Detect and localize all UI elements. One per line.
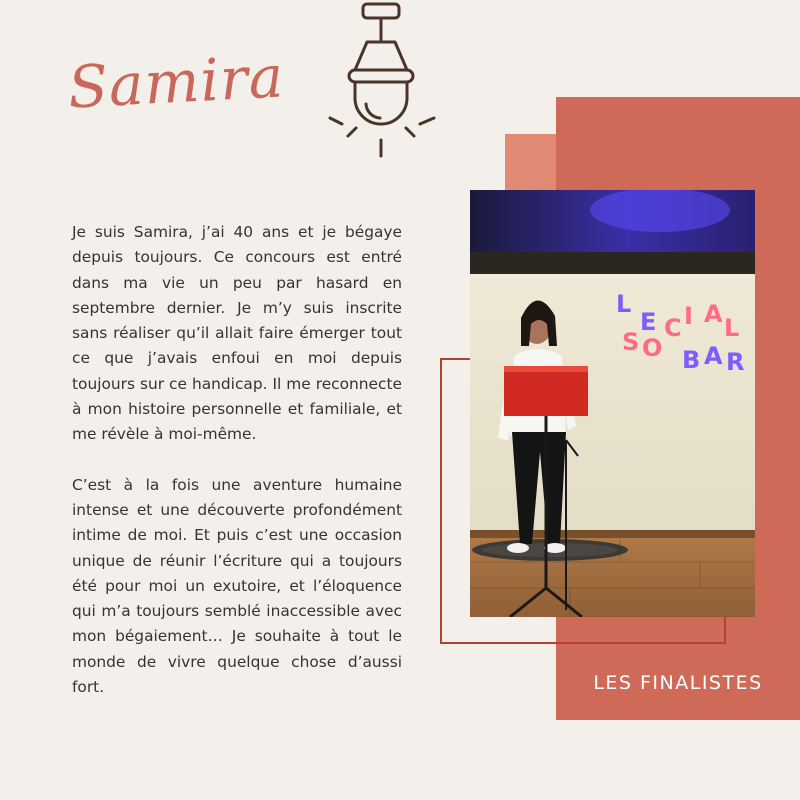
section-label: LES FINALISTES (593, 672, 763, 694)
ceiling-lamp-icon (322, 0, 442, 162)
bio-text (72, 220, 402, 725)
neon-letter: I (684, 302, 693, 330)
neon-letter: R (726, 348, 745, 376)
finalist-photo (470, 190, 755, 617)
decorative-block-small (505, 134, 557, 192)
neon-letter: L (724, 314, 740, 342)
neon-letter: O (642, 334, 663, 362)
finalist-name: Samira (66, 42, 286, 122)
neon-letter: B (682, 346, 701, 374)
neon-letter: A (704, 300, 723, 328)
bio-paragraph-1: Je suis Samira, j’ai 40 ans et je bégaye depuis toujours. Ce concours est entré dans ma vie un peu par hasard en septembre dernier. Je m’y suis inscrite sans réaliser qu’il allait faire émerger tout ce que j’avais enfoui en moi depuis toujours sur ce handicap. Il me reconnecte à mon histoire personnelle et familiale, et me révèle à moi-même. (72, 223, 402, 444)
bio-paragraph-2: C’est à la fois une aventure humaine intense et une découverte profondément intime de moi. Et puis c’est une occasion unique de réunir l’écriture qui a toujours été pour moi un exutoire, et l’éloquence qui m’a toujours semblé inaccessible avec mon bégaiement… Je souhaite à tout le monde de vivre quelque chose d’aussi fort. (72, 475, 402, 697)
neon-letter: L (616, 290, 632, 318)
neon-letter: C (664, 314, 682, 342)
neon-letter: S (622, 328, 640, 356)
neon-letter: A (704, 342, 723, 370)
neon-letter: E (640, 308, 657, 336)
